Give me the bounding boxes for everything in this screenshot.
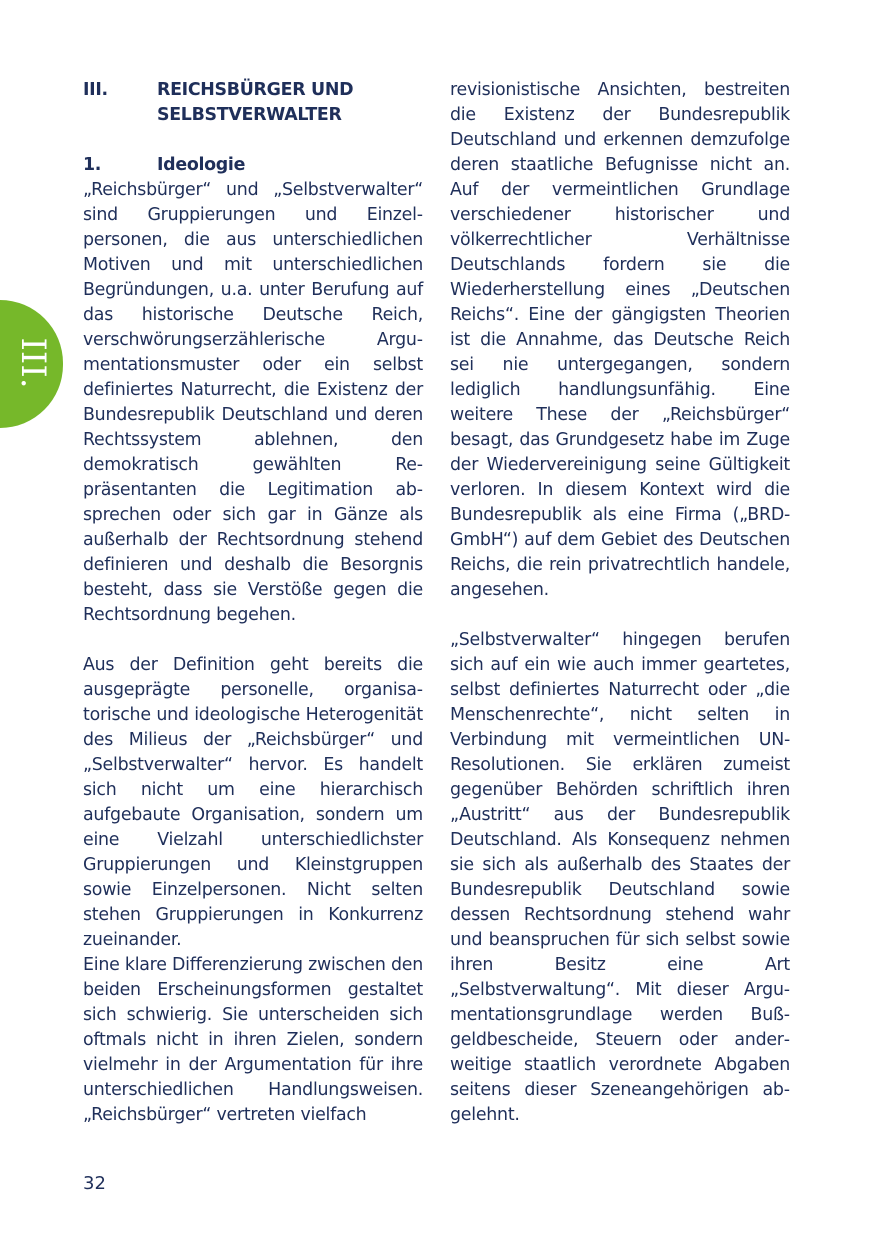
section-number: III. xyxy=(83,80,108,100)
subsection-heading xyxy=(83,153,423,178)
paragraph: Aus der Definition geht bereits die ausgeprägte personelle, organisatorische und ideologische Heterogenität des Milieus der „Reichsbürger“ und „Selbstverwalter“ hervor. Es handelt sich nicht um eine hierarchisch aufgebaute Organisation, sondern um eine Vielzahl unterschiedlichster Gruppierungen und Kleinstgruppen sowie Einzelpersonen. Nicht selten stehen Gruppierungen in Konkurrenz zueinander. xyxy=(83,655,423,950)
subsection-title: Ideologie xyxy=(157,155,246,175)
page-number: 32 xyxy=(83,1173,106,1194)
paragraph: „Reichsbürger“ und „Selbstverwalter“ sind Gruppierungen und Einzelpersonen, die aus unterschiedlichen Motiven und mit unterschiedlichen Begründungen, u.a. unter Berufung auf das historische Deutsche Reich, verschwörungserzählerische Argumentationsmuster oder ein selbst definiertes Naturrecht, die Existenz der Bundesrepublik Deutschland und deren Rechtssystem ablehnen, den demokratisch gewählten Repräsentanten die Legitimation absprechen oder sich gar in Gänze als außerhalb der Rechtsordnung stehend definieren und deshalb die Besorgnis besteht, dass sie Verstöße gegen die Rechtsordnung begehen. xyxy=(83,180,423,625)
section-heading xyxy=(83,78,423,128)
subsection-number: 1. xyxy=(83,155,102,175)
section-title-line-2: SELBSTVERWALTER xyxy=(157,105,342,125)
paragraph: „Selbstverwalter“ hingegen berufen sich auf ein wie auch immer geartetes, selbst definiertes Naturrecht oder „die Menschenrechte“, nicht selten in Verbindung mit vermeintlichen UN-Resolutionen. Sie erklären zumeist gegenüber Behörden schriftlich ihren „Austritt“ aus der Bundesrepublik Deutschland. Als Konsequenz nehmen sie sich als außerhalb des Staates der Bundesrepublik Deutschland sowie dessen Rechtsordnung stehend wahr und beanspruchen für sich selbst sowie ihren Besitz eine Art „Selbstverwaltung“. Mit dieser Argumentationsgrundlage werden Bußgeldbescheide, Steuern oder anderweitige staatlich verordnete Abgaben seitens dieser Szeneangehörigen abgelehnt. xyxy=(450,630,790,1125)
chapter-tab-label: III. xyxy=(13,337,53,389)
left-column xyxy=(83,78,423,1128)
paragraph: Eine klare Differenzierung zwischen den beiden Erscheinungsformen gestaltet sich schwierig. Sie unterscheiden sich oftmals nicht in ihren Zielen, sondern vielmehr in der Argumentation für ihre unterschiedlichen Handlungsweisen. „Reichsbürger“ vertreten vielfach xyxy=(83,955,423,1125)
section-title xyxy=(157,78,353,128)
section-title-line-1: REICHSBÜRGER UND xyxy=(157,80,354,100)
right-column xyxy=(450,78,790,1128)
paragraph: revisionistische Ansichten, bestreiten die Existenz der Bundesrepublik Deutschland und erkennen demzufolge deren staatliche Befugnisse nicht an. Auf der vermeintlichen Grundlage verschiedener historischer und völkerrechtlicher Verhältnisse Deutschlands fordern sie die Wiederherstellung eines „Deutschen Reichs“. Eine der gängigsten Theorien ist die Annahme, das Deutsche Reich sei nie untergegangen, sondern lediglich handlungsunfähig. Eine weitere These der „Reichsbürger“ besagt, das Grundgesetz habe im Zuge der Wiedervereinigung seine Gültigkeit verloren. In diesem Kontext wird die Bundesrepublik als eine Firma („BRD-GmbH“) auf dem Gebiet des Deutschen Reichs, die rein privatrechtlich handele, angesehen. xyxy=(450,80,790,600)
